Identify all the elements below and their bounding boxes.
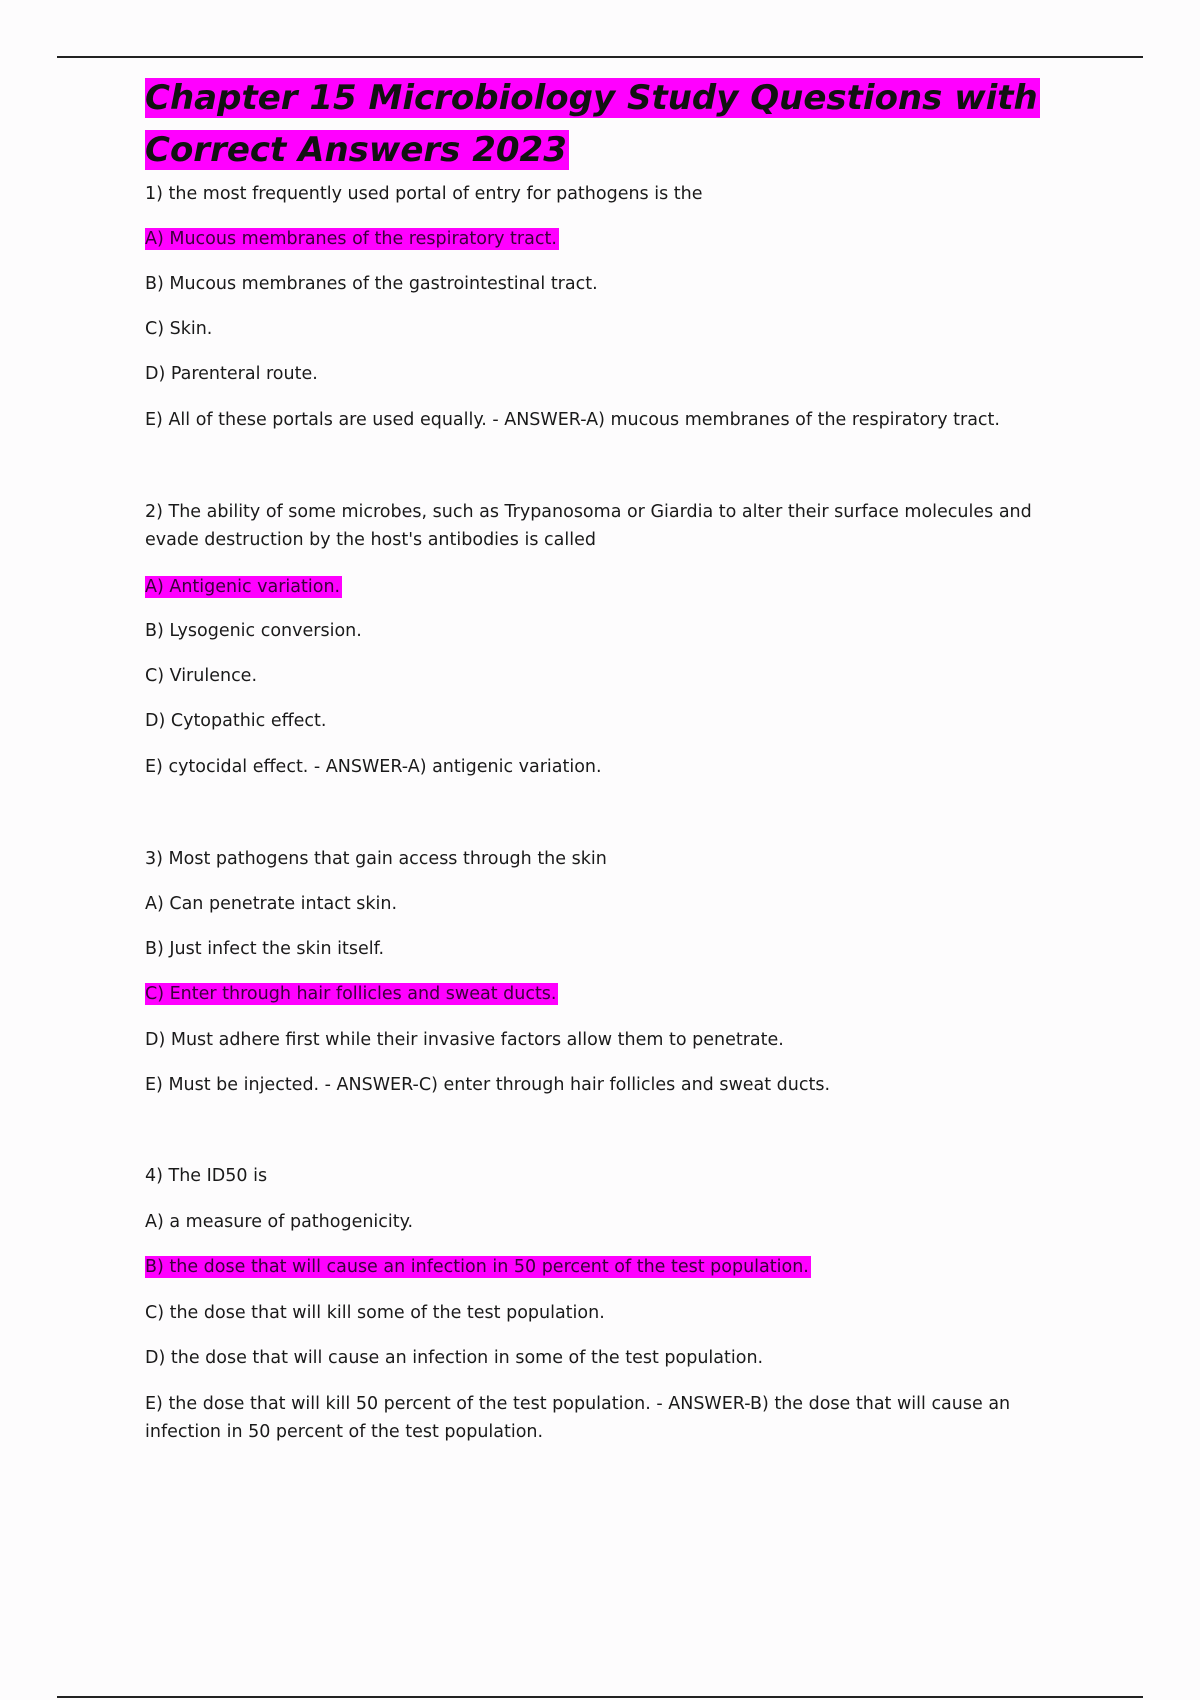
question-2-stem: 2) The ability of some microbes, such as Trypanosoma or Giardia to alter their surface molecules and evade destruction by the host's antibodies is called bbox=[145, 502, 1032, 550]
answer-highlight: B) the dose that will cause an infection in 50 percent of the test population. bbox=[145, 1257, 809, 1277]
question-3-option-c bbox=[145, 980, 558, 1008]
question-1-stem: 1) the most frequently used portal of entry for pathogens is the bbox=[145, 184, 703, 204]
question-1-option-d: D) Parenteral route. bbox=[145, 364, 318, 384]
question-4-stem: 4) The ID50 is bbox=[145, 1166, 268, 1186]
question-3-option-d: D) Must adhere first while their invasive factors allow them to penetrate. bbox=[145, 1030, 784, 1050]
question-3-option-e: E) Must be injected. - ANSWER-C) enter through hair follicles and sweat ducts. bbox=[145, 1075, 831, 1095]
question-2-option-d: D) Cytopathic effect. bbox=[145, 711, 327, 731]
question-4-option-c: C) the dose that will kill some of the test population. bbox=[145, 1303, 605, 1323]
question-1-option-c: C) Skin. bbox=[145, 319, 213, 339]
question-1-option-e: E) All of these portals are used equally. - ANSWER-A) mucous membranes of the respiratory tract. bbox=[145, 410, 1000, 430]
answer-highlight: A) Antigenic variation. bbox=[145, 577, 341, 597]
question-1-option-a bbox=[145, 225, 559, 253]
question-2-option-c: C) Virulence. bbox=[145, 666, 258, 686]
document-title: Chapter 15 Microbiology Study Questions with Correct Answers 2023 bbox=[145, 78, 1038, 170]
question-2-option-e: E) cytocidal effect. - ANSWER-A) antigenic variation. bbox=[145, 757, 602, 777]
answer-highlight: C) Enter through hair follicles and sweat ducts. bbox=[145, 984, 557, 1004]
answer-highlight: A) Mucous membranes of the respiratory tract. bbox=[145, 229, 557, 249]
question-1-option-b: B) Mucous membranes of the gastrointestinal tract. bbox=[145, 274, 598, 294]
question-4-option-d: D) the dose that will cause an infection in some of the test population. bbox=[145, 1348, 764, 1368]
question-4-option-a: A) a measure of pathogenicity. bbox=[145, 1212, 414, 1232]
question-3-option-a: A) Can penetrate intact skin. bbox=[145, 894, 398, 914]
top-rule bbox=[57, 56, 1143, 58]
question-3-option-b: B) Just infect the skin itself. bbox=[145, 939, 385, 959]
question-4-option-e: E) the dose that will kill 50 percent of the test population. - ANSWER-B) the dose that will cause an infection in 50 percent of the test population. bbox=[145, 1394, 1011, 1442]
question-3-stem: 3) Most pathogens that gain access through the skin bbox=[145, 849, 607, 869]
bottom-rule bbox=[57, 1696, 1143, 1698]
question-2-option-b: B) Lysogenic conversion. bbox=[145, 621, 362, 641]
question-4-option-b bbox=[145, 1253, 811, 1281]
question-2-option-a bbox=[145, 573, 342, 601]
